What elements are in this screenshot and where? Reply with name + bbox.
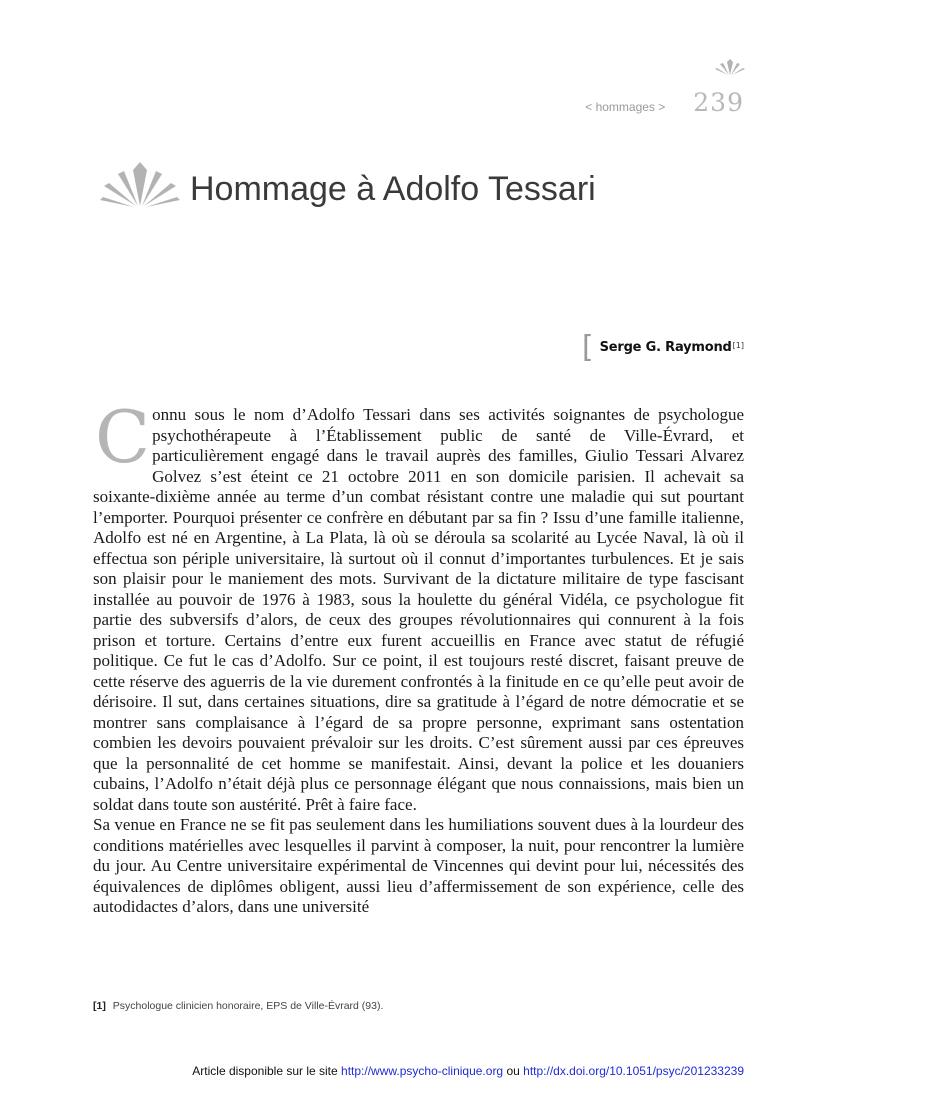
availability-conjunction: ou (506, 1064, 520, 1078)
author-byline (581, 330, 744, 365)
running-head (585, 88, 744, 117)
article-title: Hommage à Adolfo Tessari (190, 170, 596, 208)
page-number: 239 (693, 88, 744, 117)
availability-prefix: Article disponible sur le site (192, 1064, 338, 1078)
footnote (93, 1000, 383, 1012)
availability-notice (192, 1064, 744, 1078)
leaf-ornament-icon (100, 160, 180, 208)
paragraph (93, 395, 744, 815)
article-body (93, 395, 744, 918)
paragraph: Sa venue en France ne se fit pas seulement dans les humiliations souvent dues à la lourdeur des conditions matérielles avec lesquelles il parvint à composer, la nuit, pour rencontrer la lumière du jour. Au Centre universitaire expérimental de Vincennes qui devint pour lui, nécessités des équivalences de diplômes obligent, aussi lieu d’affermissement de son expérience, celle des autodidactes d’alors, dans une université (93, 815, 744, 916)
section-tag: < hommages > (585, 100, 666, 114)
footnote-reference[interactable]: [1] (732, 340, 744, 350)
doi-link[interactable]: http://dx.doi.org/10.1051/psyc/201233239 (523, 1064, 744, 1078)
bracket-ornament-icon: [ (581, 330, 594, 365)
footnote-text: Psychologue clinicien honoraire, EPS de Ville-Évrard (93). (112, 1000, 384, 1012)
paragraph-text: onnu sous le nom d’Adolfo Tessari dans ses activités soignantes de psychologue psychothérapeute à l’Établissement public de santé de Ville-Évrard, et particulièrement engagé dans le travail auprès des familles, Giulio Tessari Alvarez Golvez s’est éteint ce 21 octobre 2011 en son domicile parisien. Il achevait sa soixante-dixième année au terme d’un combat résistant contre une maladie qui sut pourtant l’emporter. Pourquoi présenter ce confrère en débutant par sa fin ? Issu d’une famille italienne, Adolfo est né en Argentine, à La Plata, là où se déroula sa scolarité au Lycée Naval, là où il effectua son périple universitaire, là surtout où il connut d’importantes turbulences. Et je sais son plaisir pour le maniement des mots. Survivant de la dictature militaire de type fascisant installée au pouvoir de 1976 à 1983, sous la houlette du général Vidéla, ce psychologue fit partie des subversifs d’alors, de ceux des groupes révolutionnaires qui connurent à la fois prison et torture. Certains d’entre eux furent accueillis en France avec statut de réfugié politique. Ce fut le cas d’Adolfo. Sur ce point, il est toujours resté discret, faisant preuve de cette réserve des aguerris de la vie durement confrontés à la finitude en ce qu’elle peut avoir de dérisoire. Il sut, dans certaines situations, dire sa gratitude à l’égard de notre démocratie et se montrer sans complaisance à l’égard de sa propre personne, exprimant sans ostentation combien les devoirs pouvaient prévaloir sur les droits. C’est sûrement aussi par ces épreuves que la personnalité de cet homme se manifestait. Ainsi, devant la police et les douaniers cubains, l’Adolfo n’était déjà plus ce personnage élégant que nous connaissions, mais bien un soldat dans toute son austérité. Prêt à faire face. (93, 405, 744, 814)
leaf-ornament-icon (714, 58, 746, 76)
author-name: Serge G. Raymond (599, 339, 732, 355)
dropcap-letter: C (95, 395, 151, 479)
footnote-mark: [1] (93, 1000, 106, 1012)
journal-site-link[interactable]: http://www.psycho-clinique.org (341, 1064, 504, 1078)
